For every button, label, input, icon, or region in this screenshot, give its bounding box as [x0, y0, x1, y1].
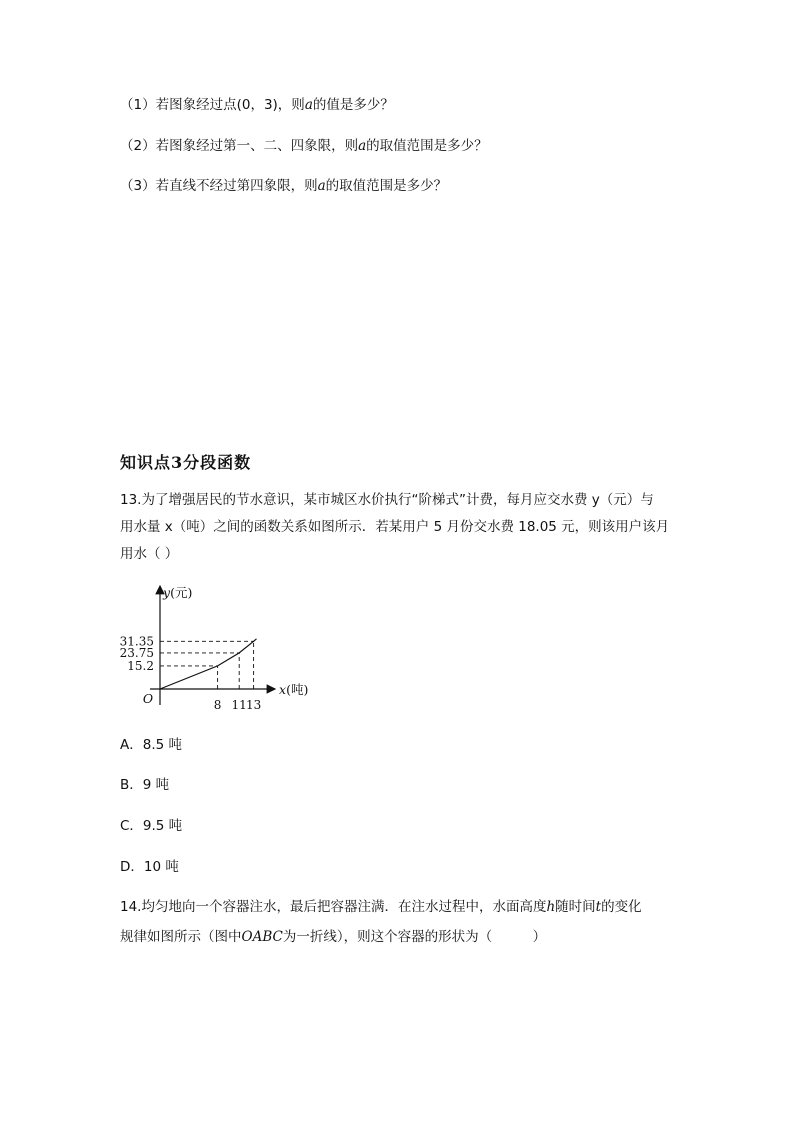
- q14-text-1c: 的变化: [601, 899, 642, 915]
- q12-part-1-text-b: 的值是多少？: [312, 97, 394, 113]
- polyline-name-oabc: OABC: [241, 929, 283, 945]
- q12-part-3-text-a: （3）若直线不经过第四象限，则: [120, 178, 318, 194]
- q12-part-2-text-b: 的取值范围是多少？: [366, 138, 488, 154]
- variable-h: h: [546, 899, 556, 915]
- q12-part-1: [120, 95, 394, 115]
- x-tick-label-13: 13: [245, 698, 262, 712]
- x-axis-label: x(吨): [279, 682, 309, 697]
- option-c[interactable]: C．9.5 吨: [120, 818, 183, 834]
- q14-text-2a: 规律如图所示（图中: [120, 929, 242, 945]
- q13-line-3: 用水（ ）: [120, 546, 179, 562]
- variable-t: t: [595, 899, 602, 915]
- q14-text-1a: 14.均匀地向一个容器注水，最后把容器注满．在注水过程中，水面高度: [120, 899, 547, 915]
- y-tick-label-15.2: 15.2: [127, 658, 154, 673]
- q12-part-2: [120, 136, 488, 156]
- variable-a: a: [304, 97, 313, 113]
- q13-line-1: 13.为了增强居民的节水意识，某市城区水价执行“阶梯式”计费，每月应交水费 y（元）与: [120, 492, 654, 508]
- q12-part-3-text-b: 的取值范围是多少？: [325, 178, 448, 194]
- q14-line-2: [120, 927, 546, 947]
- q12-part-1-text-a: （1）若图象经过点(0，3)，则: [120, 97, 305, 113]
- q12-part-2-text-a: （2）若图象经过第一、二、四象限，则: [120, 138, 359, 154]
- q12-part-3: [120, 176, 447, 196]
- option-d[interactable]: D．10 吨: [120, 859, 179, 875]
- x-tick-label-8: 8: [213, 698, 222, 712]
- y-tick-label-23.75: 23.75: [119, 645, 154, 660]
- origin-label: O: [142, 691, 154, 706]
- q14-text-2b: 为一折线），则这个容器的形状为（ ）: [282, 929, 547, 945]
- q14-text-1b: 随时间: [555, 899, 596, 915]
- option-b[interactable]: B．9 吨: [120, 777, 170, 793]
- fee-series-line: [160, 639, 256, 689]
- x-tick-label-11: 11: [231, 698, 247, 712]
- water-fee-chart: [110, 580, 340, 720]
- y-tick-label-31.35: 31.35: [119, 634, 154, 649]
- q14-line-1: [120, 897, 642, 917]
- y-axis-label: y(元): [163, 585, 193, 600]
- section-heading: 知识点3分段函数: [120, 453, 252, 472]
- variable-a: a: [317, 178, 326, 194]
- option-a[interactable]: A．8.5 吨: [120, 737, 182, 753]
- q13-line-2: 用水量 x（吨）之间的函数关系如图所示．若某用户 5 月份交水费 18.05 元，则该用户该月: [120, 519, 670, 535]
- variable-a: a: [358, 138, 367, 154]
